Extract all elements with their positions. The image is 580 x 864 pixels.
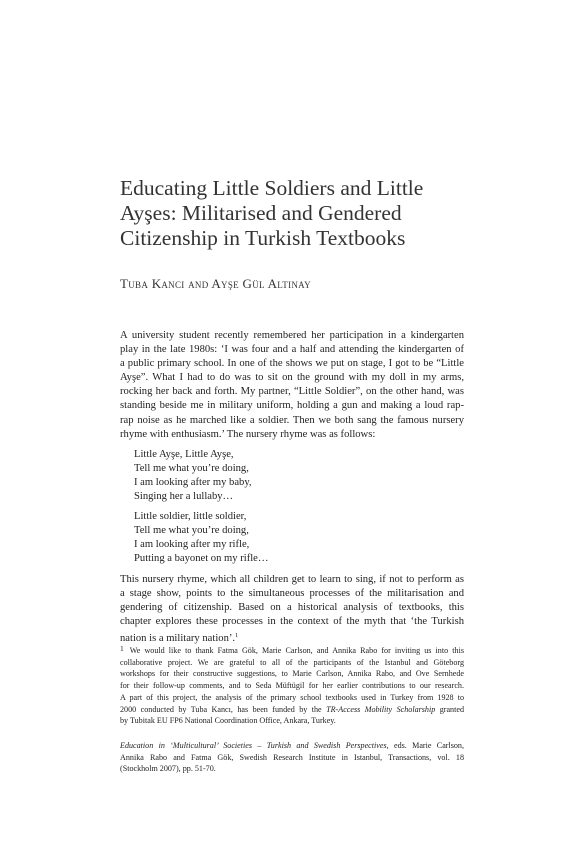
- citation-text: eds. Marie Carlson,: [393, 741, 465, 750]
- intro-paragraph: [120, 329, 464, 442]
- verse-line: Tell me what you’re doing,: [134, 462, 249, 474]
- title-line: Ayşes: Militarised and Gendered: [120, 201, 402, 225]
- footnote-text: 2000 conducted by Tuba Kancı, has been funded by the: [120, 704, 322, 714]
- text-line: standing beside me in military uniform, holding a gun and making a loud rap-: [120, 400, 464, 412]
- verse-line: I am looking after my rifle,: [134, 539, 250, 551]
- citation-line: (Stockholm 2007), pp. 51-70.: [120, 764, 216, 774]
- footnote-line: A part of this project, the analysis of the primary school textbooks used in Turkey from 1928 to: [120, 692, 464, 702]
- footnote-text: We would like to thank Fatma Gök, Marie Carlson, and Annika Rabo for inviting us into this: [129, 646, 464, 655]
- book-title: Education in ‘Multicultural’ Societies – Turkish and Swedish Perspectives,: [120, 741, 389, 750]
- footnote-line: by Tubitak EU FP6 National Coordination Office, Ankara, Turkey.: [120, 716, 336, 726]
- text-line: rhyme with enthusiasm.’ The nursery rhyme was as follows:: [120, 428, 376, 440]
- scholarship-name: TR-Access Mobility Scholarship: [326, 704, 436, 714]
- text-line: gendering of citizenship. Based on a historical analysis of textbooks, this: [120, 601, 464, 613]
- footnote-line: collaborative project. We are grateful to all of the participants of the Istanbul and Göteborg: [120, 657, 464, 667]
- footnote-number: 1: [120, 644, 124, 653]
- text-line: This nursery rhyme, which all children get to learn to sing, if not to perform as: [120, 573, 464, 585]
- footnote-line: [120, 704, 464, 716]
- verse-line: I am looking after my baby,: [134, 476, 252, 488]
- footnote-line: for their follow-up comments, and to Seda Müftügil for her earlier contributions to our research.: [120, 681, 464, 691]
- text-line: play in the late 1980s: ‘I was four and a half and attending the kindergarten of: [120, 344, 464, 356]
- text-line: a stage show, points to the simultaneous processes of the militarisation and: [120, 587, 464, 599]
- text-line: rap noise as he marched like a soldier. Then we both sang the famous nursery: [120, 414, 464, 426]
- title-line: Citizenship in Turkish Textbooks: [120, 226, 406, 250]
- footnote: [120, 643, 464, 727]
- citation-line: [120, 740, 464, 752]
- text-line: a public primary school. In one of the shows we put on stage, I got to be “Little: [120, 358, 464, 370]
- verse-line: Little soldier, little soldier,: [134, 511, 247, 523]
- nursery-rhyme-verse-2: [134, 510, 464, 566]
- text-line: A university student recently remembered her participation in a kindergarten: [120, 330, 464, 341]
- text-line-content: nation is a military nation’.: [120, 632, 236, 644]
- title-line: Educating Little Soldiers and Little: [120, 176, 424, 200]
- source-citation: [120, 740, 464, 775]
- citation-line: Annika Rabo and Fatma Gök, Swedish Research Institute in Istanbul, Transactions, vol. 18: [120, 752, 464, 762]
- verse-line: Putting a bayonet on my rifle…: [134, 553, 269, 565]
- outro-paragraph: [120, 573, 464, 646]
- chapter-body: [120, 329, 464, 646]
- text-line: chapter explores these processes in the context of the myth that ‘the Turkish: [120, 615, 464, 627]
- footnote-text: granted: [439, 704, 464, 714]
- verse-line: Little Ayşe, Little Ayşe,: [134, 448, 234, 460]
- footnote-line: workshops for their constructive suggestions, to Marie Carlson, Annika Rabo, and Ove Sernhede: [120, 669, 464, 679]
- chapter-title: [120, 176, 460, 251]
- text-line: rocking her back and forth. My partner, “Little Soldier”, on the other hand, was: [120, 386, 464, 398]
- verse-line: Tell me what you’re doing,: [134, 525, 249, 537]
- footnote-reference[interactable]: 1: [235, 631, 239, 639]
- chapter-authors: Tuba Kancı and Ayşe Gül Altınay: [120, 276, 311, 291]
- verse-line: Singing her a lullaby…: [134, 491, 234, 503]
- text-line: Ayşe”. What I had to do was to sit on the ground with my doll in my arms,: [120, 372, 464, 384]
- nursery-rhyme-verse-1: [134, 448, 464, 504]
- footnote-line: [120, 643, 464, 657]
